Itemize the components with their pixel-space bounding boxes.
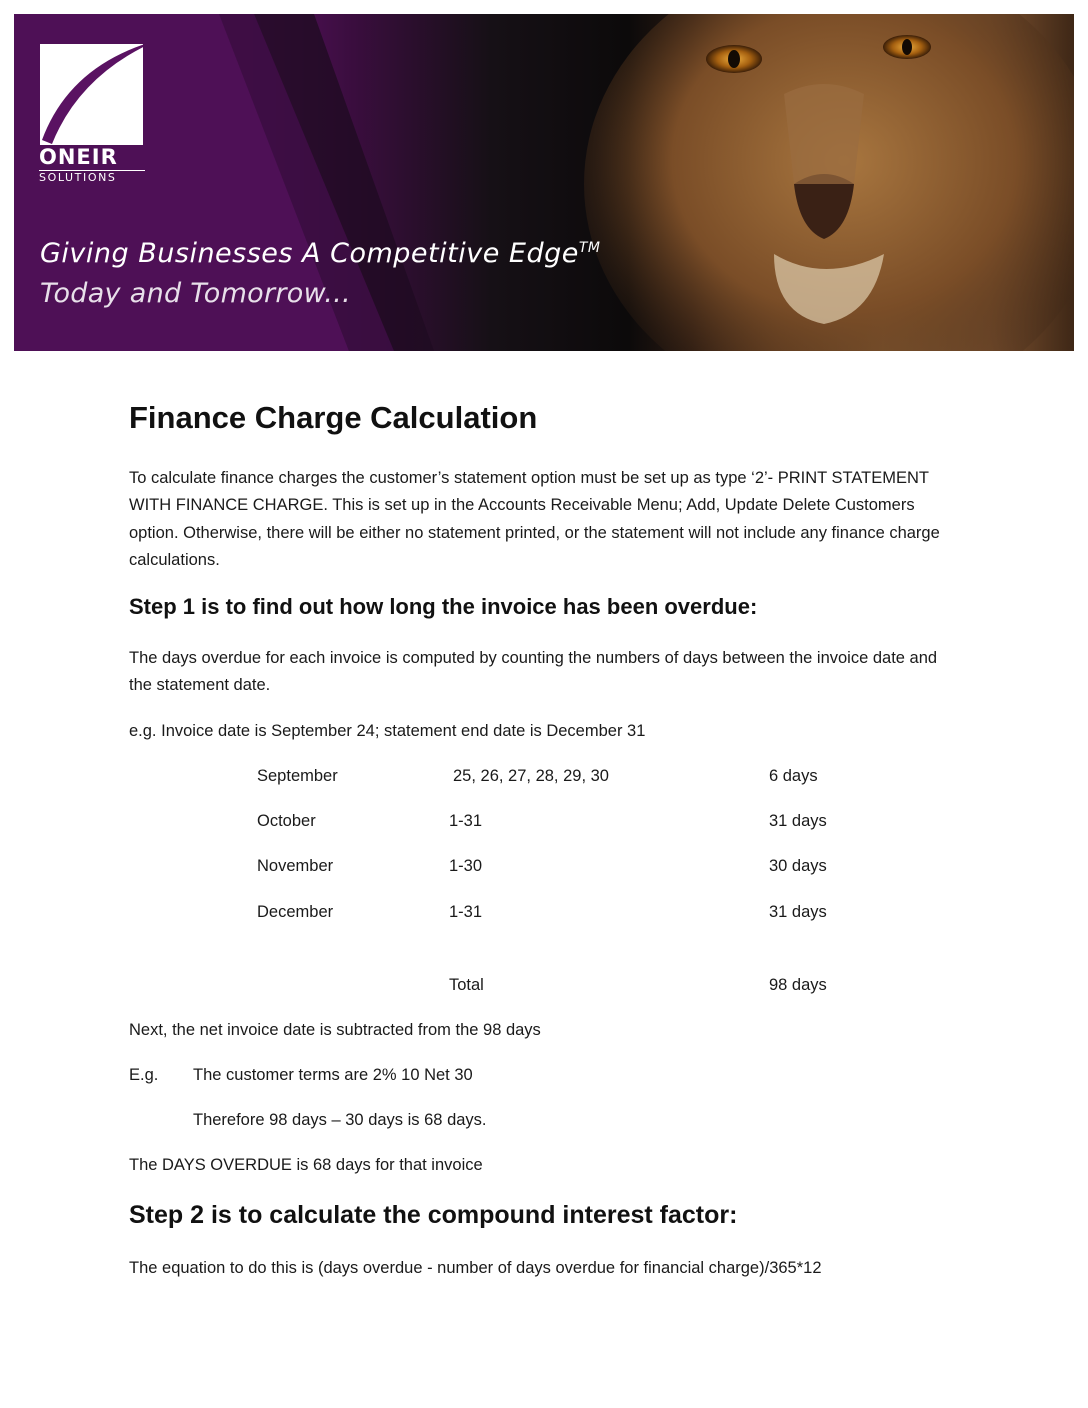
- row-month: September: [257, 767, 338, 785]
- eg-label: E.g.: [129, 1066, 159, 1084]
- logo-subtitle: SOLUTIONS: [39, 170, 145, 184]
- eg-therefore: Therefore 98 days – 30 days is 68 days.: [193, 1111, 487, 1129]
- row-range: 1-30: [449, 857, 483, 875]
- header-banner: [14, 14, 1074, 351]
- row-month: December: [257, 903, 334, 921]
- row-days: 30 days: [769, 857, 827, 875]
- row-range: 25, 26, 27, 28, 29, 30: [453, 767, 609, 785]
- step1-paragraph: The days overdue for each invoice is computed by counting the numbers of days between the invoice date and the statement date.: [129, 649, 938, 695]
- example-line: e.g. Invoice date is September 24; statement end date is December 31: [129, 722, 646, 740]
- total-days: 98 days: [769, 976, 827, 994]
- next-line: Next, the net invoice date is subtracted from the 98 days: [129, 1021, 541, 1039]
- oneir-logo: [40, 44, 143, 145]
- row-days: 31 days: [769, 903, 827, 921]
- tagline-second: Today and Tomorrow...: [40, 278, 351, 309]
- row-days: 31 days: [769, 812, 827, 830]
- logo-name: ONEIR: [39, 145, 118, 169]
- intro-paragraph: To calculate finance charges the customer’s statement option must be set up as type ‘2’- PRINT STATEMENT WITH FINANCE CHARGE. This is set up in the Accounts Receivable Menu; Add, Update Delete Customers option. Otherwise, there will be either no statement printed, or the statement will not include any finance charge calculations.: [129, 469, 940, 569]
- row-month: October: [257, 812, 316, 830]
- row-days: 6 days: [769, 767, 818, 785]
- total-label: Total: [449, 976, 484, 994]
- tagline-main: Giving Businesses A Competitive Edge™: [40, 238, 601, 269]
- equation-line: The equation to do this is (days overdue - number of days overdue for financial charge)/365*12: [129, 1259, 822, 1277]
- eg-terms: The customer terms are 2% 10 Net 30: [193, 1066, 473, 1084]
- row-month: November: [257, 857, 334, 875]
- days-overdue-line: The DAYS OVERDUE is 68 days for that invoice: [129, 1156, 483, 1174]
- trademark: TM: [578, 240, 601, 256]
- row-range: 1-31: [449, 903, 483, 921]
- step2-heading: Step 2 is to calculate the compound interest factor:: [129, 1201, 738, 1229]
- step1-heading: Step 1 is to find out how long the invoice has been overdue:: [129, 594, 758, 619]
- page-title: Finance Charge Calculation: [129, 400, 538, 435]
- row-range: 1-31: [449, 812, 483, 830]
